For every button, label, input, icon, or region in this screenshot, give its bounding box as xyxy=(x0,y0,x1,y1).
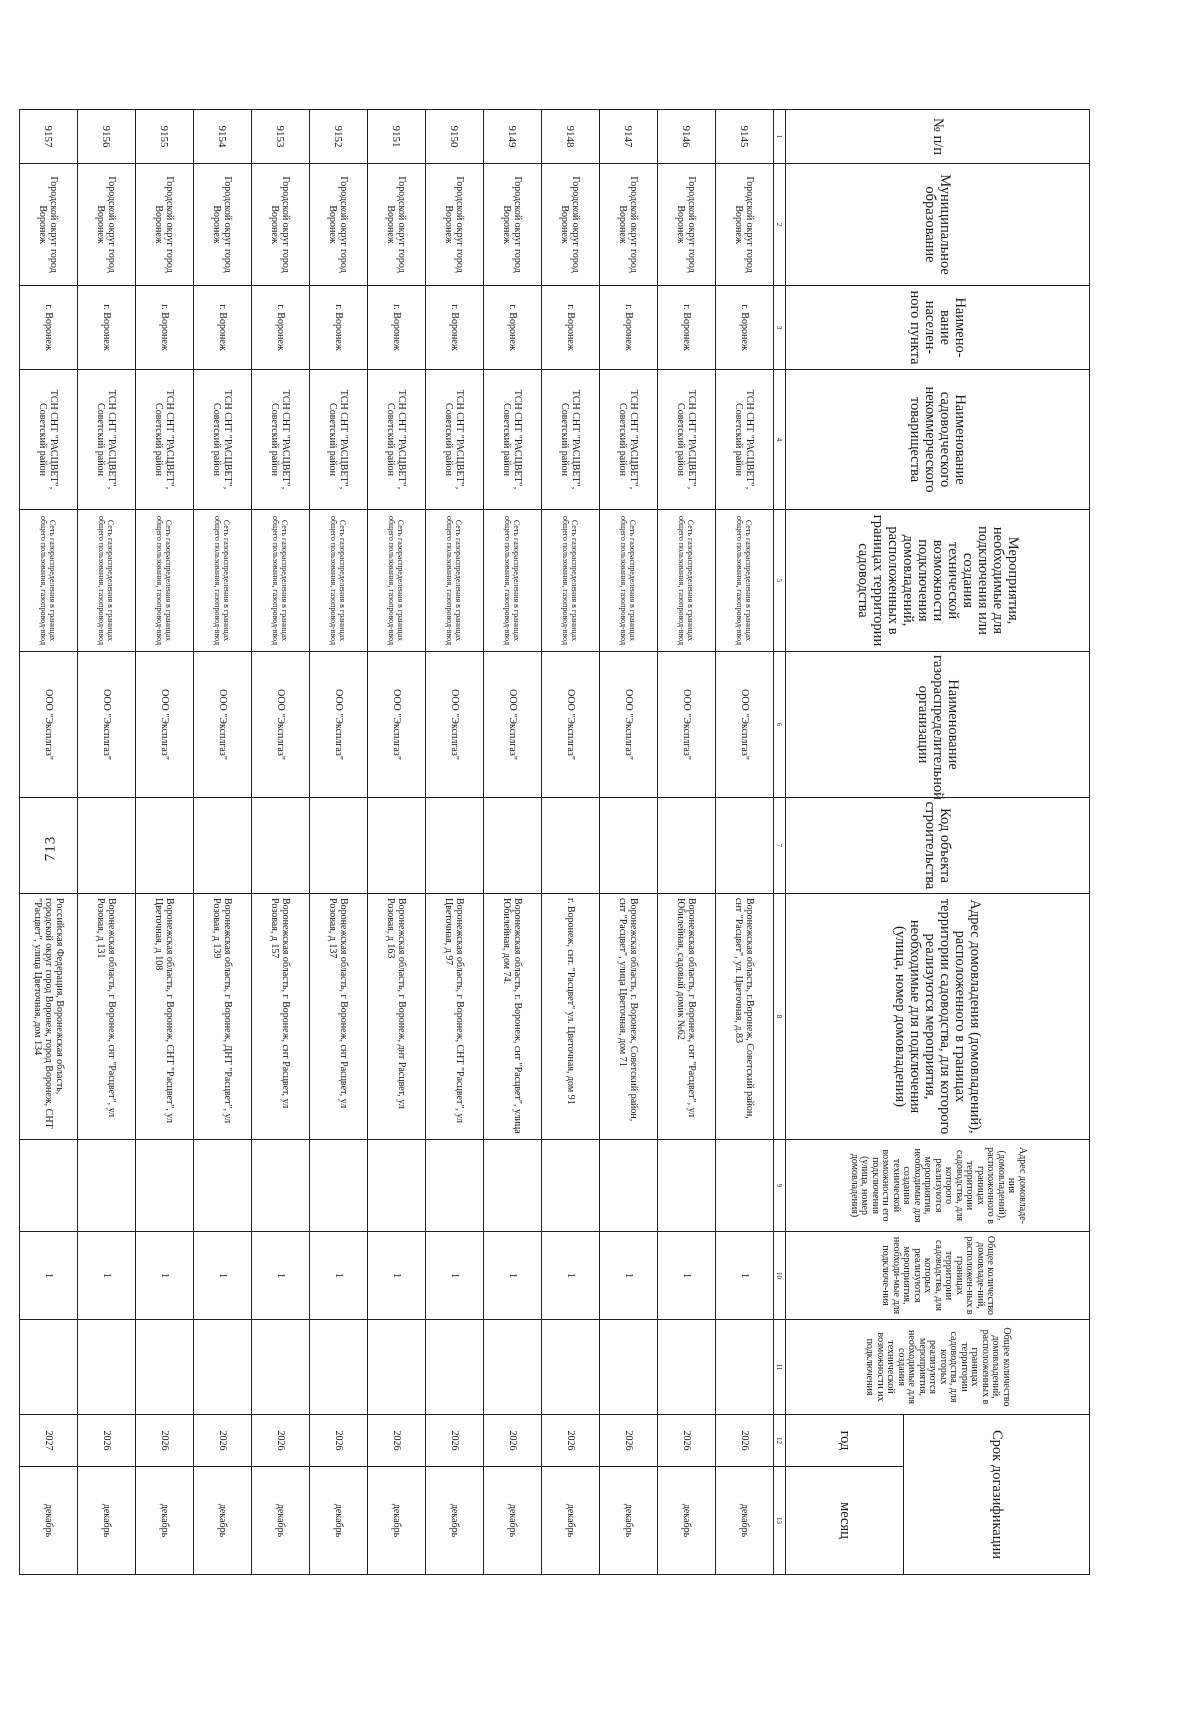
month-cell: декабрь xyxy=(600,1467,658,1575)
settlement-cell: г. Воронеж xyxy=(542,286,600,370)
municipality-cell: Городской округ город Воронеж xyxy=(368,164,426,286)
gas-org-cell: ООО "Эксплгаз" xyxy=(426,652,484,798)
header-measures: Мероприятия, необходимые для подключения или создания технической возможности подключения домовладений, расположенных в границах территории садоводства xyxy=(786,510,1090,652)
address-cell: Воронежская область, г. Воронеж, Советский район, снт "Расцвет", улица Цветочная, дом 71 xyxy=(600,894,658,1140)
address-tech-cell xyxy=(310,1140,368,1232)
address-tech-cell xyxy=(78,1140,136,1232)
settlement-cell: г. Воронеж xyxy=(484,286,542,370)
address-cell: Воронежская область, г Воронеж, СНТ "Расцвет", ул Цветочная, д 108 xyxy=(136,894,194,1140)
year-cell: 2026 xyxy=(542,1415,600,1467)
count-connect-cell: 1 xyxy=(194,1232,252,1320)
header-count-connect: Общее количество домовладе-ний, расположен-ных в границах территории садоводства, для которых реализуются мероприятия, необходи-мые для подключе-ния xyxy=(786,1232,1090,1320)
year-cell: 2026 xyxy=(600,1415,658,1467)
year-cell: 2026 xyxy=(658,1415,716,1467)
table-row xyxy=(542,110,600,1575)
row-number-cell: 9157 xyxy=(20,110,78,164)
header-year: год xyxy=(786,1415,904,1467)
count-connect-cell: 1 xyxy=(600,1232,658,1320)
count-connect-cell: 1 xyxy=(542,1232,600,1320)
month-cell: декабрь xyxy=(658,1467,716,1575)
address-tech-cell xyxy=(136,1140,194,1232)
count-connect-cell: 1 xyxy=(658,1232,716,1320)
municipality-cell: Городской округ город Воронеж xyxy=(20,164,78,286)
count-tech-cell xyxy=(542,1320,600,1415)
settlement-cell: г. Воронеж xyxy=(20,286,78,370)
year-cell: 2026 xyxy=(136,1415,194,1467)
address-tech-cell xyxy=(426,1140,484,1232)
row-number-cell: 9155 xyxy=(136,110,194,164)
measure-cell: Сеть газораспределения в границах общего пользования, газопровод-ввод xyxy=(600,510,658,652)
count-tech-cell xyxy=(368,1320,426,1415)
header-object-code: Код объекта строительства xyxy=(786,798,1090,894)
settlement-cell: г. Воронеж xyxy=(194,286,252,370)
partnership-cell: ТСН СНТ "РАСЦВЕТ", Советский район xyxy=(658,370,716,510)
count-tech-cell xyxy=(136,1320,194,1415)
month-cell: декабрь xyxy=(252,1467,310,1575)
column-number: 6 xyxy=(774,652,786,798)
partnership-cell: ТСН СНТ "РАСЦВЕТ", Советский район xyxy=(252,370,310,510)
measure-cell: Сеть газораспределения в границах общего пользования, газопровод-ввод xyxy=(78,510,136,652)
object-code-cell xyxy=(194,798,252,894)
table-row xyxy=(716,110,774,1575)
year-cell: 2027 xyxy=(20,1415,78,1467)
municipality-cell: Городской округ город Воронеж xyxy=(542,164,600,286)
measure-cell: Сеть газораспределения в границах общего пользования, газопровод-ввод xyxy=(252,510,310,652)
gas-org-cell: ООО "Эксплгаз" xyxy=(658,652,716,798)
municipality-cell: Городской округ город Воронеж xyxy=(310,164,368,286)
object-code-cell xyxy=(542,798,600,894)
settlement-cell: г. Воронеж xyxy=(368,286,426,370)
row-number-cell: 9156 xyxy=(78,110,136,164)
municipality-cell: Городской округ город Воронеж xyxy=(716,164,774,286)
header-row xyxy=(904,110,1090,1575)
measure-cell: Сеть газораспределения в границах общего пользования, газопровод-ввод xyxy=(136,510,194,652)
municipality-cell: Городской округ город Воронеж xyxy=(426,164,484,286)
table-row xyxy=(368,110,426,1575)
address-cell: Воронежская область, г. Воронеж, снт "Расцвет", улица Юбилейная, дом 74. xyxy=(484,894,542,1140)
column-number: 8 xyxy=(774,894,786,1140)
column-number: 2 xyxy=(774,164,786,286)
object-code-cell xyxy=(600,798,658,894)
table-row xyxy=(600,110,658,1575)
measure-cell: Сеть газораспределения в границах общего пользования, газопровод-ввод xyxy=(542,510,600,652)
address-tech-cell xyxy=(194,1140,252,1232)
month-cell: декабрь xyxy=(542,1467,600,1575)
column-number: 12 xyxy=(774,1415,786,1467)
header-month: месяц xyxy=(786,1467,904,1575)
address-cell: Воронежская область, г.Воронеж, Советский район, снт "Расцвет", ул. Цветочная, д.83 xyxy=(716,894,774,1140)
measure-cell: Сеть газораспределения в границах общего пользования, газопровод-ввод xyxy=(20,510,78,652)
month-cell: декабрь xyxy=(136,1467,194,1575)
table-row xyxy=(20,110,78,1575)
row-number-cell: 9151 xyxy=(368,110,426,164)
table-row xyxy=(426,110,484,1575)
count-tech-cell xyxy=(600,1320,658,1415)
month-cell: декабрь xyxy=(368,1467,426,1575)
page-number: 713 xyxy=(42,835,59,862)
month-cell: декабрь xyxy=(426,1467,484,1575)
municipality-cell: Городской округ город Воронеж xyxy=(252,164,310,286)
partnership-cell: ТСН СНТ "РАСЦВЕТ", Советский район xyxy=(194,370,252,510)
column-number: 5 xyxy=(774,510,786,652)
year-cell: 2026 xyxy=(310,1415,368,1467)
table-row xyxy=(658,110,716,1575)
table-row xyxy=(310,110,368,1575)
year-cell: 2026 xyxy=(716,1415,774,1467)
address-cell: Воронежская область, г Воронеж, СНТ "Расцвет", ул Цветочная, д 97 xyxy=(426,894,484,1140)
partnership-cell: ТСН СНТ "РАСЦВЕТ", Советский район xyxy=(20,370,78,510)
partnership-cell: ТСН СНТ "РАСЦВЕТ", Советский район xyxy=(368,370,426,510)
year-cell: 2026 xyxy=(194,1415,252,1467)
municipality-cell: Городской округ город Воронеж xyxy=(484,164,542,286)
partnership-cell: ТСН СНТ "РАСЦВЕТ", Советский район xyxy=(716,370,774,510)
table-row xyxy=(136,110,194,1575)
count-tech-cell xyxy=(658,1320,716,1415)
settlement-cell: г. Воронеж xyxy=(136,286,194,370)
column-number: 9 xyxy=(774,1140,786,1232)
year-cell: 2026 xyxy=(426,1415,484,1467)
row-number-cell: 9152 xyxy=(310,110,368,164)
column-number: 7 xyxy=(774,798,786,894)
gas-org-cell: ООО "Эксплгаз" xyxy=(78,652,136,798)
partnership-cell: ТСН СНТ "РАСЦВЕТ", Советский район xyxy=(78,370,136,510)
measure-cell: Сеть газораспределения в границах общего пользования, газопровод-ввод xyxy=(310,510,368,652)
table-row xyxy=(484,110,542,1575)
gas-org-cell: ООО "Эксплгаз" xyxy=(600,652,658,798)
year-cell: 2026 xyxy=(78,1415,136,1467)
object-code-cell xyxy=(78,798,136,894)
count-connect-cell: 1 xyxy=(20,1232,78,1320)
row-number-cell: 9153 xyxy=(252,110,310,164)
gas-org-cell: ООО "Эксплгаз" xyxy=(252,652,310,798)
row-number-cell: 9147 xyxy=(600,110,658,164)
month-cell: декабрь xyxy=(78,1467,136,1575)
row-number-cell: 9145 xyxy=(716,110,774,164)
address-cell: Воронежская область, г Воронеж, снт Расцвет, ул Розовая, д 157 xyxy=(252,894,310,1140)
settlement-cell: г. Воронеж xyxy=(658,286,716,370)
year-cell: 2026 xyxy=(484,1415,542,1467)
year-cell: 2026 xyxy=(252,1415,310,1467)
header-gas-org: Наименование газораспределительной организации xyxy=(786,652,1090,798)
address-tech-cell xyxy=(716,1140,774,1232)
column-number: 1 xyxy=(774,110,786,164)
column-number: 13 xyxy=(774,1467,786,1575)
header-partnership: Наименование садоводческого некоммерческого товарищества xyxy=(786,370,1090,510)
partnership-cell: ТСН СНТ "РАСЦВЕТ", Советский район xyxy=(136,370,194,510)
measure-cell: Сеть газораспределения в границах общего пользования, газопровод-ввод xyxy=(426,510,484,652)
count-connect-cell: 1 xyxy=(310,1232,368,1320)
object-code-cell xyxy=(20,798,78,894)
settlement-cell: г. Воронеж xyxy=(78,286,136,370)
gasification-table xyxy=(19,109,1090,1575)
count-tech-cell xyxy=(78,1320,136,1415)
header-address: Адрес домовладения (домовладений), расположенного в границах территории садоводства, для которого реализуются мероприятия, необходимые для подключения (улица, номер домовладения) xyxy=(786,894,1090,1140)
header-deadline: Срок догазификации xyxy=(904,1415,1090,1575)
settlement-cell: г. Воронеж xyxy=(600,286,658,370)
measure-cell: Сеть газораспределения в границах общего пользования, газопровод-ввод xyxy=(484,510,542,652)
partnership-cell: ТСН СНТ "РАСЦВЕТ", Советский район xyxy=(484,370,542,510)
partnership-cell: ТСН СНТ "РАСЦВЕТ", Советский район xyxy=(310,370,368,510)
column-number: 4 xyxy=(774,370,786,510)
address-cell: Воронежская область, г Воронеж, ДНТ "Расцвет", ул Розовая, д 139 xyxy=(194,894,252,1140)
measure-cell: Сеть газораспределения в границах общего пользования, газопровод-ввод xyxy=(194,510,252,652)
partnership-cell: ТСН СНТ "РАСЦВЕТ", Советский район xyxy=(426,370,484,510)
count-tech-cell xyxy=(194,1320,252,1415)
count-connect-cell: 1 xyxy=(136,1232,194,1320)
settlement-cell: г. Воронеж xyxy=(252,286,310,370)
row-number-cell: 9149 xyxy=(484,110,542,164)
measure-cell: Сеть газораспределения в границах общего пользования, газопровод-ввод xyxy=(658,510,716,652)
settlement-cell: г. Воронеж xyxy=(426,286,484,370)
settlement-cell: г. Воронеж xyxy=(310,286,368,370)
object-code-cell xyxy=(426,798,484,894)
municipality-cell: Городской округ город Воронеж xyxy=(600,164,658,286)
municipality-cell: Городской округ город Воронеж xyxy=(78,164,136,286)
address-cell: Воронежская область, г Воронеж, снт "Расцвет", ул Розовая, д 131 xyxy=(78,894,136,1140)
object-code-cell xyxy=(658,798,716,894)
partnership-cell: ТСН СНТ "РАСЦВЕТ", Советский район xyxy=(542,370,600,510)
month-cell: декабрь xyxy=(194,1467,252,1575)
object-code-cell xyxy=(310,798,368,894)
address-cell: Воронежская область, г Воронеж, снт Расцвет, ул Розовая, д 137 xyxy=(310,894,368,1140)
month-cell: декабрь xyxy=(716,1467,774,1575)
gas-org-cell: ООО "Эксплгаз" xyxy=(484,652,542,798)
header-count-tech: Общее количество домовладений, расположенных в границах территории садоводства, для которых реализуются мероприятия, необходимые для создания технической возможности их подключения xyxy=(786,1320,1090,1415)
measure-cell: Сеть газораспределения в границах общего пользования, газопровод-ввод xyxy=(716,510,774,652)
count-tech-cell xyxy=(484,1320,542,1415)
count-tech-cell xyxy=(716,1320,774,1415)
count-tech-cell xyxy=(252,1320,310,1415)
address-tech-cell xyxy=(658,1140,716,1232)
address-tech-cell xyxy=(542,1140,600,1232)
address-cell: Воронежская область, г Воронеж, снт "Расцвет", ул Юбилейная, садовый домик №62 xyxy=(658,894,716,1140)
gas-org-cell: ООО "Эксплгаз" xyxy=(716,652,774,798)
gas-org-cell: ООО "Эксплгаз" xyxy=(136,652,194,798)
object-code-cell xyxy=(716,798,774,894)
header-address-tech: Адрес домовладе-ния (домовладений), расположенного в границах территории садоводства, для которого реализуются мероприятия, необходимые для создания технической возможности его подключения (улица, номер домовладения) xyxy=(786,1140,1090,1232)
partnership-cell: ТСН СНТ "РАСЦВЕТ", Советский район xyxy=(600,370,658,510)
month-cell: декабрь xyxy=(484,1467,542,1575)
gas-org-cell: ООО "Эксплгаз" xyxy=(542,652,600,798)
header-municipality: Муниципальное образование xyxy=(786,164,1090,286)
object-code-cell xyxy=(252,798,310,894)
month-cell: декабрь xyxy=(20,1467,78,1575)
gas-org-cell: ООО "Эксплгаз" xyxy=(368,652,426,798)
count-connect-cell: 1 xyxy=(716,1232,774,1320)
municipality-cell: Городской округ город Воронеж xyxy=(194,164,252,286)
measure-cell: Сеть газораспределения в границах общего пользования, газопровод-ввод xyxy=(368,510,426,652)
column-number: 10 xyxy=(774,1232,786,1320)
object-code-cell xyxy=(484,798,542,894)
gas-org-cell: ООО "Эксплгаз" xyxy=(310,652,368,798)
count-connect-cell: 1 xyxy=(426,1232,484,1320)
object-code-cell xyxy=(368,798,426,894)
column-number: 3 xyxy=(774,286,786,370)
year-cell: 2026 xyxy=(368,1415,426,1467)
count-connect-cell: 1 xyxy=(484,1232,542,1320)
address-tech-cell xyxy=(600,1140,658,1232)
address-cell: Воронежская область, г Воронеж, днт Расцвет, ул Розовая, д 163 xyxy=(368,894,426,1140)
municipality-cell: Городской округ город Воронеж xyxy=(658,164,716,286)
address-cell: Российская Федерация, Воронежская область, городской округ город Воронеж, город Воронеж, СНТ "Расцвет", улица Цветочная, дом 134 xyxy=(20,894,78,1140)
table-row xyxy=(78,110,136,1575)
count-tech-cell xyxy=(20,1320,78,1415)
table-row xyxy=(252,110,310,1575)
row-number-cell: 9154 xyxy=(194,110,252,164)
count-tech-cell xyxy=(426,1320,484,1415)
settlement-cell: г. Воронеж xyxy=(716,286,774,370)
row-number-cell: 9146 xyxy=(658,110,716,164)
address-tech-cell xyxy=(20,1140,78,1232)
address-tech-cell xyxy=(368,1140,426,1232)
municipality-cell: Городской округ город Воронеж xyxy=(136,164,194,286)
header-number: № п/п xyxy=(786,110,1090,164)
address-tech-cell xyxy=(484,1140,542,1232)
table-row xyxy=(194,110,252,1575)
address-tech-cell xyxy=(252,1140,310,1232)
gas-org-cell: ООО "Эксплгаз" xyxy=(194,652,252,798)
count-tech-cell xyxy=(310,1320,368,1415)
object-code-cell xyxy=(136,798,194,894)
address-cell: г. Воронеж, снт. "Расцвет" ул. Цветочная, дом 91 xyxy=(542,894,600,1140)
count-connect-cell: 1 xyxy=(368,1232,426,1320)
row-number-cell: 9148 xyxy=(542,110,600,164)
header-settlement: Наимено-вание населен-ного пункта xyxy=(786,286,1090,370)
gas-org-cell: ООО "Эксплгаз" xyxy=(20,652,78,798)
column-number: 11 xyxy=(774,1320,786,1415)
count-connect-cell: 1 xyxy=(78,1232,136,1320)
count-connect-cell: 1 xyxy=(252,1232,310,1320)
row-number-cell: 9150 xyxy=(426,110,484,164)
column-number-row xyxy=(774,110,786,1575)
month-cell: декабрь xyxy=(310,1467,368,1575)
